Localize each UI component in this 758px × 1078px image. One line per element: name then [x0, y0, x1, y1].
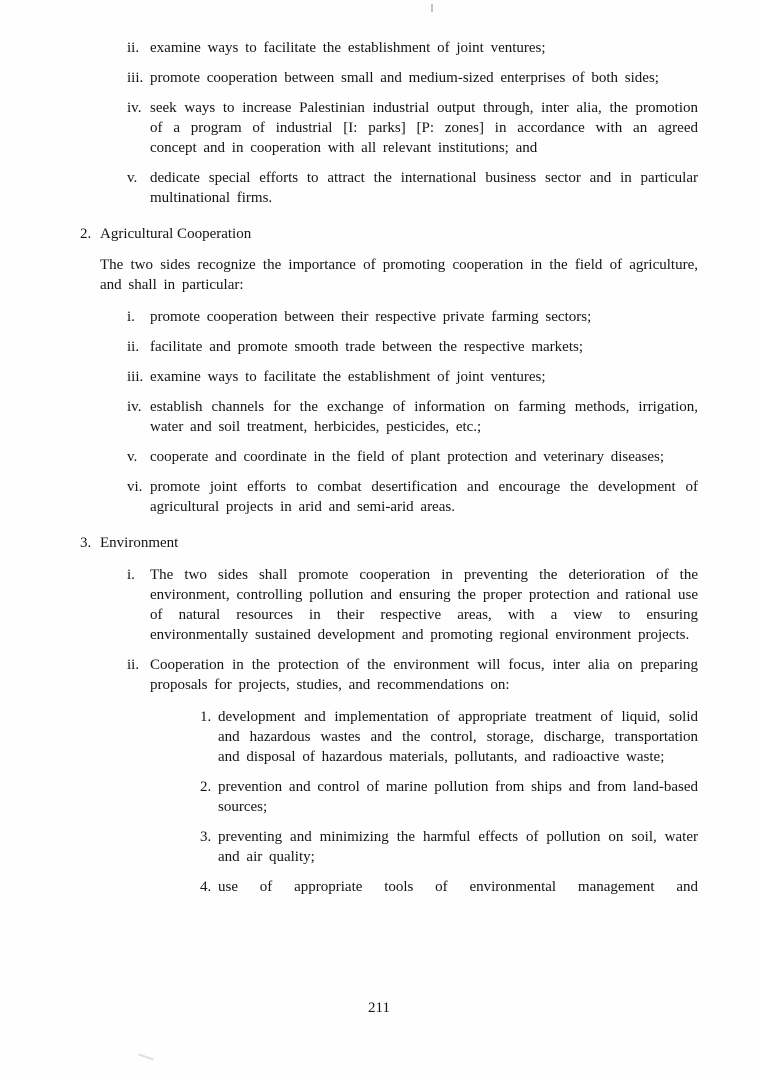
- list-item-text: establish channels for the exchange of information on farming methods, irrigation, water and soil treatment, herbicides, pesticides, etc.;: [150, 399, 698, 435]
- list-item-text: promote cooperation between small and medium-sized enterprises of both sides;: [150, 70, 659, 86]
- list-item-marker: iv.: [127, 399, 142, 415]
- page-number: 211: [368, 1000, 390, 1016]
- list-item: [127, 38, 698, 58]
- scan-artifact-bottom: [138, 1053, 154, 1060]
- list-item-text: facilitate and promote smooth trade between the respective markets;: [150, 339, 584, 355]
- list-item-marker: v.: [127, 170, 138, 186]
- list-item-marker: ii.: [127, 339, 140, 355]
- list-item-marker: 2.: [200, 779, 212, 795]
- list-item: [127, 168, 698, 208]
- list-item-marker: vi.: [127, 479, 143, 495]
- environment-sublist: [200, 707, 698, 897]
- list-item-text: promote joint efforts to combat desertification and encourage the development of agricultural projects in arid and semi-arid areas.: [150, 479, 698, 515]
- list-item-text: dedicate special efforts to attract the international business sector and in particular multinational firms.: [150, 170, 698, 206]
- list-item-text: examine ways to facilitate the establishment of joint ventures;: [150, 369, 546, 385]
- list-item-text: promote cooperation between their respective private farming sectors;: [150, 309, 592, 325]
- list-item: [127, 307, 698, 327]
- list-item-marker: i.: [127, 309, 135, 325]
- list-item-marker: iv.: [127, 100, 142, 116]
- section-heading: [80, 224, 698, 244]
- document-body: [80, 38, 698, 897]
- list-item-marker: 3.: [200, 829, 212, 845]
- list-item-marker: i.: [127, 567, 135, 583]
- section-title: Agricultural Cooperation: [100, 226, 252, 242]
- section-heading: [80, 533, 698, 553]
- list-item: [127, 367, 698, 387]
- list-item: [127, 397, 698, 437]
- list-item: [127, 565, 698, 645]
- list-item: [127, 655, 698, 695]
- list-item: [200, 827, 698, 867]
- section-number: 3.: [80, 535, 92, 551]
- list-item: [127, 98, 698, 158]
- section-3-list: [127, 565, 698, 695]
- list-item-marker: 1.: [200, 709, 212, 725]
- list-item-marker: iii.: [127, 70, 144, 86]
- list-item-marker: ii.: [127, 657, 140, 673]
- section-number: 2.: [80, 226, 92, 242]
- list-item: [200, 777, 698, 817]
- scan-artifact-top: [431, 4, 433, 12]
- section-title: Environment: [100, 535, 179, 551]
- list-item: [127, 477, 698, 517]
- list-item-text: cooperate and coordinate in the field of plant protection and veterinary diseases;: [150, 449, 665, 465]
- list-item-text: use of appropriate tools of environmental management and: [218, 879, 698, 895]
- section-2-list: [127, 307, 698, 517]
- list-item-text: prevention and control of marine pollution from ships and from land-based sources;: [218, 779, 698, 815]
- section-intro-paragraph: The two sides recognize the importance of promoting cooperation in the field of agriculture, and shall in particular:: [100, 257, 698, 293]
- list-item-marker: 4.: [200, 879, 212, 895]
- continued-list: [127, 38, 698, 208]
- list-item-text: preventing and minimizing the harmful effects of pollution on soil, water and air quality;: [218, 829, 698, 865]
- list-item-marker: iii.: [127, 369, 144, 385]
- list-item-marker: v.: [127, 449, 138, 465]
- list-item: [127, 447, 698, 467]
- list-item-text: Cooperation in the protection of the environment will focus, inter alia on preparing proposals for projects, studies, and recommendations on:: [150, 657, 698, 693]
- list-item-text: development and implementation of appropriate treatment of liquid, solid and hazardous wastes and the control, storage, discharge, transportation and disposal of hazardous materials, pollutants, and radioactive waste;: [218, 709, 698, 765]
- list-item-text: examine ways to facilitate the establishment of joint ventures;: [150, 40, 546, 56]
- list-item-text: The two sides shall promote cooperation in preventing the deterioration of the environment, controlling pollution and ensuring the proper protection and rational use of natural resources in their respective areas, with a view to ensuring environmentally sustained development and promoting regional environment projects.: [150, 567, 698, 643]
- list-item: [127, 68, 698, 88]
- list-item-marker: ii.: [127, 40, 140, 56]
- list-item: [200, 877, 698, 897]
- list-item: [127, 337, 698, 357]
- list-item: [200, 707, 698, 767]
- list-item-text: seek ways to increase Palestinian industrial output through, inter alia, the promotion of a program of industrial [I: parks] [P: zones] in accordance with an agreed concept and in cooperation with all relevant institutions; and: [150, 100, 698, 156]
